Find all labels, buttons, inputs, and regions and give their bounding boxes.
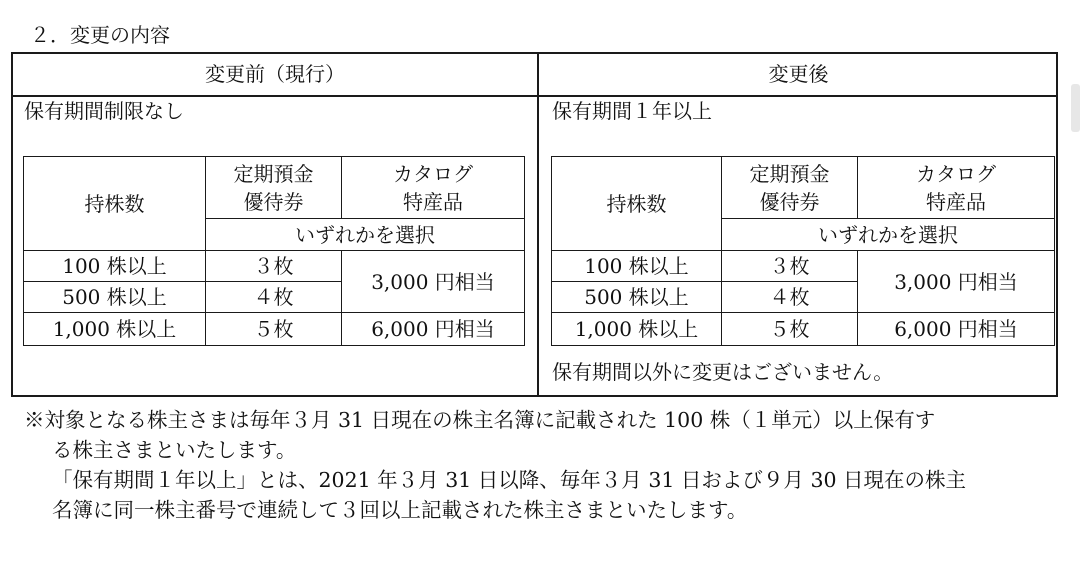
deposit-header-line2: 優待券	[759, 189, 820, 214]
catalog-header-line1: カタログ	[916, 161, 996, 186]
before-condition: 保有期間制限なし	[24, 99, 184, 123]
catalog-column-header	[858, 157, 1055, 219]
table-row	[552, 251, 1055, 282]
catalog-cell: 6,000 円相当	[342, 313, 525, 346]
deposit-cell: ３枚	[722, 251, 858, 282]
after-footnote: 保有期間以外に変更はございません。	[552, 360, 894, 384]
deposit-cell: ４枚	[722, 282, 858, 313]
catalog-header-line2: 特産品	[926, 189, 986, 214]
after-condition: 保有期間１年以上	[552, 99, 712, 123]
deposit-cell: ３枚	[206, 251, 342, 282]
notes-block	[24, 405, 1064, 525]
catalog-cell: 6,000 円相当	[858, 313, 1055, 346]
note-line-3: 「保有期間１年以上」とは、2021 年３月 31 日以降、毎年３月 31 日および９月 30 日現在の株主	[52, 468, 967, 492]
after-header: 変更後	[768, 62, 829, 86]
shares-column-header: 持株数	[24, 157, 206, 251]
scrollbar-thumb[interactable]	[1071, 84, 1080, 132]
shares-cell: 100 株以上	[24, 251, 206, 282]
table-row	[24, 313, 525, 346]
shares-cell: 500 株以上	[552, 282, 722, 313]
table-header-row	[552, 157, 1055, 219]
deposit-cell: ５枚	[206, 313, 342, 346]
table-row	[552, 313, 1055, 346]
catalog-header-line2: 特産品	[403, 189, 463, 214]
catalog-cell: 3,000 円相当	[858, 251, 1055, 313]
catalog-cell: 3,000 円相当	[342, 251, 525, 313]
after-benefit-table	[551, 156, 1055, 346]
note-line-2: る株主さまといたします。	[52, 438, 297, 462]
catalog-column-header	[342, 157, 525, 219]
table-header-row	[24, 157, 525, 219]
before-header: 変更前（現行）	[205, 62, 345, 86]
deposit-cell: ５枚	[722, 313, 858, 346]
choose-one-label: いずれかを選択	[722, 219, 1055, 251]
deposit-column-header	[722, 157, 858, 219]
table-row	[24, 251, 525, 282]
catalog-header-line1: カタログ	[393, 161, 473, 186]
section-heading: ２．変更の内容	[30, 23, 170, 47]
deposit-column-header	[206, 157, 342, 219]
shares-column-header: 持株数	[552, 157, 722, 251]
deposit-header-line2: 優待券	[243, 189, 304, 214]
deposit-header-line1: 定期預金	[749, 161, 830, 186]
shares-cell: 100 株以上	[552, 251, 722, 282]
shares-cell: 1,000 株以上	[24, 313, 206, 346]
deposit-cell: ４枚	[206, 282, 342, 313]
choose-one-label: いずれかを選択	[206, 219, 525, 251]
deposit-header-line1: 定期預金	[233, 161, 314, 186]
note-line-1: ※対象となる株主さまは毎年３月 31 日現在の株主名簿に記載された 100 株（１単元）以上保有す	[24, 408, 936, 432]
shares-cell: 500 株以上	[24, 282, 206, 313]
column-divider	[537, 52, 539, 397]
shares-cell: 1,000 株以上	[552, 313, 722, 346]
note-line-4: 名簿に同一株主番号で連続して３回以上記載された株主さまといたします。	[52, 498, 748, 522]
before-benefit-table	[23, 156, 525, 346]
header-divider	[11, 95, 1058, 97]
